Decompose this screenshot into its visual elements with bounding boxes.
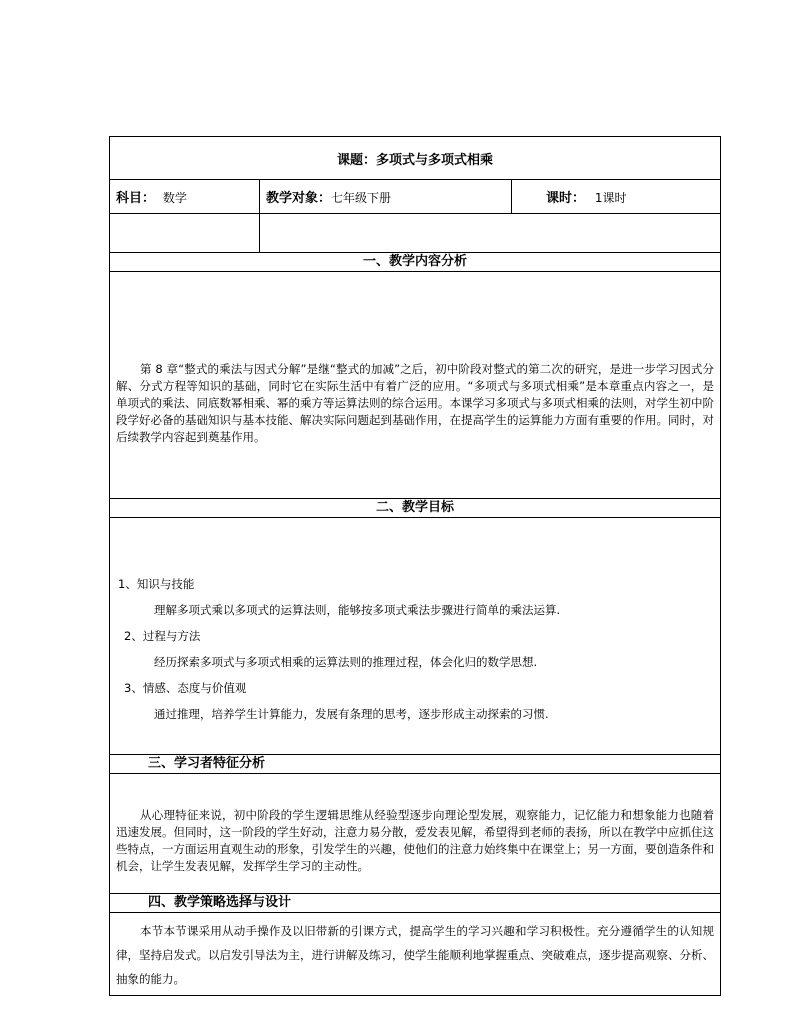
section4-heading-text: 四、教学策略选择与设计 bbox=[148, 895, 292, 910]
blank-cell-left bbox=[110, 214, 260, 253]
section1-heading-text: 一、教学内容分析 bbox=[363, 254, 468, 269]
section1-heading bbox=[110, 253, 721, 272]
section3-heading-text: 三、学习者特征分析 bbox=[148, 756, 266, 771]
hours-cell bbox=[512, 180, 721, 214]
lesson-plan-table bbox=[109, 136, 721, 996]
section3-heading bbox=[110, 755, 721, 774]
section2-body bbox=[110, 518, 721, 755]
goal-3-desc: 通过推理，培养学生计算能力，发展有条理的思考，逐步形成主动探索的习惯. bbox=[154, 707, 549, 721]
goal-2-title: 2、过程与方法 bbox=[124, 629, 201, 643]
section1-body bbox=[110, 272, 721, 499]
target-value: 七年级下册 bbox=[331, 191, 392, 205]
section2-heading bbox=[110, 499, 721, 518]
section1-paragraph: 第 8 章“整式的乘法与因式分解”是继“整式的加减”之后，初中阶段对整式的第二次的研究，是进一步学习因式分解、分式方程等知识的基础，同时它在实际生活中有着广泛的应用。“多项式与多项式相乘”是本章重点内容之一，是单项式的乘法、同底数幂相乘、幂的乘方等运算法则的综合运用。本课学习多项式与多项式相乘的法则，对学生初中阶段学好必备的基础知识与基本技能、解决实际问题起到基础作用，在提高学生的运算能力方面有重要的作用。同时，对后续教学内容起到奠基作用。 bbox=[116, 361, 715, 444]
section4-body bbox=[110, 913, 721, 996]
lesson-title bbox=[110, 137, 721, 180]
section4-paragraph: 本节本节课采用从动手操作及以旧带新的引课方式，提高学生的学习兴趣和学习积极性。充分遵循学生的认知规律，坚持启发式。以启发引导法为主，进行讲解及练习，使学生能顺利地掌握重点、突破难点，逐步提高观察、分析、抽象的能力。 bbox=[116, 924, 715, 986]
goal-2-desc: 经历探索多项式与多项式相乘的运算法则的推理过程，体会化归的数学思想. bbox=[154, 655, 538, 669]
section3-body bbox=[110, 774, 721, 894]
section4-heading bbox=[110, 894, 721, 913]
subject-cell bbox=[110, 180, 260, 214]
goal-3-title: 3、情感、态度与价值观 bbox=[124, 681, 247, 695]
blank-cell-right bbox=[260, 214, 721, 253]
goal-1-desc: 理解多项式乘以多项式的运算法则，能够按多项式乘法步骤进行简单的乘法运算. bbox=[154, 603, 561, 617]
section3-paragraph: 从心理特征来说，初中阶段的学生逻辑思维从经验型逐步向理论型发展，观察能力，记忆能力和想象能力也随着迅速发展。但同时，这一阶段的学生好动，注意力易分散，爱发表见解，希望得到老师的表扬，所以在教学中应抓住这些特点，一方面运用直观生动的形象，引发学生的兴趣，使他们的注意力始终集中在课堂上；另一方面，要创造条件和机会，让学生发表见解，发挥学生学习的主动性。 bbox=[116, 807, 715, 873]
subject-value: 数学 bbox=[162, 191, 187, 205]
subject-label: 科目： bbox=[116, 191, 156, 206]
target-label: 教学对象： bbox=[266, 191, 332, 206]
hours-label: 课时： bbox=[546, 191, 586, 206]
target-cell bbox=[260, 180, 512, 214]
goal-1-title: 1、知识与技能 bbox=[118, 577, 195, 591]
section2-heading-text: 二、教学目标 bbox=[376, 500, 455, 515]
lesson-title-text: 课题：多项式与多项式相乘 bbox=[337, 152, 494, 168]
hours-value: 1课时 bbox=[594, 191, 627, 205]
